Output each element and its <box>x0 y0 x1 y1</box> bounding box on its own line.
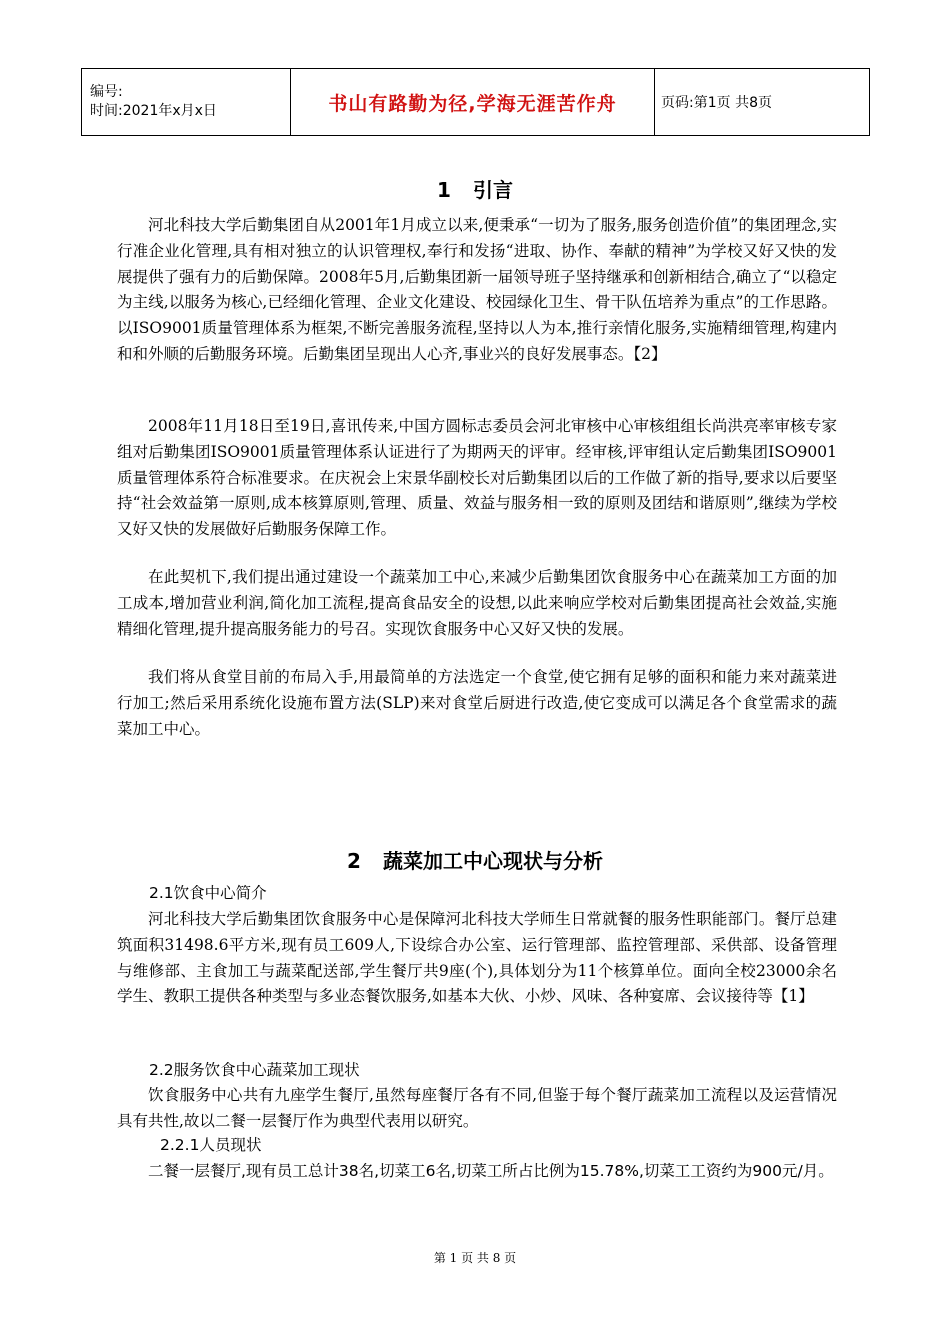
subsection-2-2-title: 2.2服务饮食中心蔬菜加工现状 <box>149 1061 360 1079</box>
header-motto: 书山有路勤为径,学海无涯苦作舟 <box>291 69 655 136</box>
section1-paragraph-2: 2008年11月18日至19日,喜讯传来,中国方圆标志委员会河北审核中心审核组组长尚洪亮率审核专家组对后勤集团ISO9001质量管理体系认证进行了为期两天的评审。经审核,评审组认定后勤集团ISO9001质量管理体系符合标准要求。在庆祝会上宋景华副校长对后勤集团以后的工作做了新的指导,要求以后要坚持“社会效益第一原则,成本核算原则,管理、质量、效益与服务相一致的原则及团结和谐原则”,继续为学校又好又快的发展做好后勤服务保障工作。 <box>117 417 837 539</box>
section1-number: 1 <box>437 178 451 202</box>
document-date-label: 时间:2021年x月x日 <box>90 103 217 119</box>
subsection-2-2-1-title: 2.2.1人员现状 <box>160 1136 262 1154</box>
document-number-label: 编号: <box>90 84 123 100</box>
subsection-2-2-paragraph: 饮食服务中心共有九座学生餐厅,虽然每座餐厅各有不同,但鉴于每个餐厅蔬菜加工流程以及运营情况具有共性,故以二餐一层餐厅作为典型代表用以研究。 <box>117 1086 837 1130</box>
section1-title: 引言 <box>472 178 513 202</box>
section2-number: 2 <box>347 849 361 873</box>
header-page-label: 页码:第1页 共8页 <box>655 69 870 136</box>
section1-paragraph-1: 河北科技大学后勤集团自从2001年1月成立以来,便秉承“一切为了服务,服务创造价值”的集团理念,实行准企业化管理,具有相对独立的认识管理权,奉行和发扬“进取、协作、奉献的精神”为学校又好又快的发展提供了强有力的后勤保障。2008年5月,后勤集团新一届领导班子坚持继承和创新相结合,确立了“以稳定为主线,以服务为核心,已经细化管理、企业文化建设、校园绿化卫生、骨干队伍培养为重点”的工作思路。以ISO9001质量管理体系为框架,不断完善服务流程,坚持以人为本,推行亲情化服务,实施精细管理,构建内和和外顺的后勤服务环境。后勤集团呈现出人心齐,事业兴的良好发展事态。【2】 <box>117 216 837 363</box>
section2-heading <box>0 845 950 874</box>
header-table <box>81 68 870 136</box>
page-footer: 第 1 页 共 8 页 <box>433 1251 517 1265</box>
section1-paragraph-4: 我们将从食堂目前的布局入手,用最简单的方法选定一个食堂,使它拥有足够的面积和能力来对蔬菜进行加工;然后采用系统化设施布置方法(SLP)来对食堂后厨进行改造,使它变成可以满足各个食堂需求的蔬菜加工中心。 <box>117 668 837 738</box>
section2-title: 蔬菜加工中心现状与分析 <box>382 849 603 873</box>
subsection-2-2-1-paragraph: 二餐一层餐厅,现有员工总计38名,切菜工6名,切菜工所占比例为15.78%,切菜工工资约为900元/月。 <box>148 1162 834 1180</box>
subsection-2-1-title: 2.1饮食中心简介 <box>149 884 267 902</box>
section1-paragraph-3: 在此契机下,我们提出通过建设一个蔬菜加工中心,来减少后勤集团饮食服务中心在蔬菜加工方面的加工成本,增加营业利润,简化加工流程,提高食品安全的设想,以此来响应学校对后勤集团提高社会效益,实施精细化管理,提升提高服务能力的号召。实现饮食服务中心又好又快的发展。 <box>117 568 837 638</box>
section1-heading <box>0 174 950 203</box>
header-meta-cell <box>82 69 291 136</box>
subsection-2-1-paragraph: 河北科技大学后勤集团饮食服务中心是保障河北科技大学师生日常就餐的服务性职能部门。餐厅总建筑面积31498.6平方米,现有员工609人,下设综合办公室、运行管理部、监控管理部、采供部、设备管理与维修部、主食加工与蔬菜配送部,学生餐厅共9座(个),具体划分为11个核算单位。面向全校23000余名学生、教职工提供各种类型与多业态餐饮服务,如基本大伙、小炒、风味、各种宴席、会议接待等【1】 <box>117 910 838 1006</box>
